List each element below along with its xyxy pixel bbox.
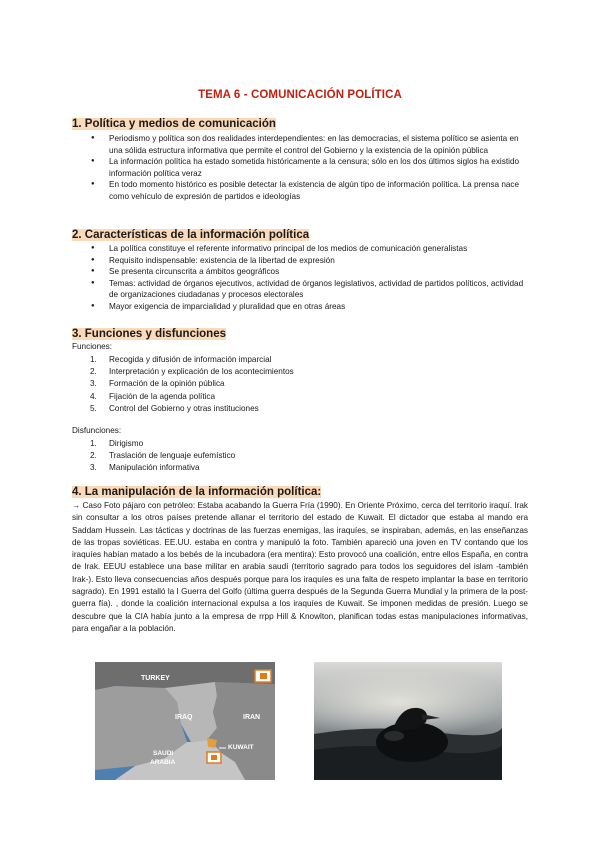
list-item: 3. Formación de la opinión pública [90, 379, 225, 389]
section-1-heading-text: 1. Política y medios de comunicación [72, 118, 276, 130]
list-item-text: Traslación de lenguaje eufemístico [109, 451, 236, 461]
section-3-heading [72, 328, 226, 340]
section-4-paragraph: → Caso Foto pájaro con petróleo: Estaba acabando la Guerra Fría (1990). En Oriente Próximo, cerca del territorio iraquí. Irak sin consultar a los otros países pretende allanar el territorio del estado de Kuwait. El dictador que estaba al mando era Saddam Hussein. Las tácticas y doctrinas de las fuerzas enemigas, las iraquíes, se inspiraban, además, en las enseñanzas de las tropas soviéticas. EE.UU. estaba en contra y manipuló la foto. También apareció una joven en TV contando que los iraquíes habían matado a los bebés de la incubadora (era mentira): Esto provocó una coalición, entre ellos España, en contra de Irak. EEUU establece una base militar en arabia saudí (territorio sagrado para todos los seguidores del islam -también Irak-). Esto lleva consecuencias años después porque para los iraquíes es una falta de respeto implantar la base en territorio sagrado). En 1991 estalló la I Guerra del Golfo (última guerra después de la Segunda Guerra Mundial y la primera de la post-guerra fía). , donde la coalición internacional expulsa a los iraquíes de Kuwait. Se imponen medidas de presión. Luego se descubre que la CIA había junto a la empresa de rrpp Hill & Knowlton, planifican todas estas manipulaciones informativas, para engañar a la población. [72, 501, 528, 633]
disfunciones-list [72, 438, 512, 475]
section-1-heading [72, 118, 276, 130]
bullet-item: ● Requisito indispensable: existencia de la libertad de expresión [72, 255, 530, 267]
list-item-text: Fijación de la agenda política [109, 391, 216, 401]
list-item-text: Recogida y difusión de información imparcial [109, 355, 272, 364]
map-label-kuwait: KUWAIT [228, 744, 254, 751]
list-item-text: Manipulación informativa [109, 463, 200, 473]
bullet-item: ● Temas: actividad de órganos ejecutivos, actividad de órganos legislativos, actividad de partidos políticos, actividad de organizaciones ciudadanas y procesos electorales [72, 278, 530, 301]
bullet-item: ● La información política ha estado sometida históricamente a la censura; sólo en los dos últimos siglos ha existido información política veraz [72, 156, 530, 179]
section-2-bullet-list [72, 243, 530, 313]
gulf-region-map [95, 662, 275, 780]
list-item: 5. Control del Gobierno y otras instituciones [90, 403, 259, 413]
bird-photo-graphic [314, 662, 502, 780]
section-2-heading-text: 2. Características de la información política [72, 229, 310, 241]
bullet-item: ● Mayor exigencia de imparcialidad y pluralidad que en otras áreas [72, 301, 530, 313]
map-label-iraq: IRAQ [175, 714, 193, 721]
section-4-heading [72, 486, 321, 498]
bullet-item: ● La política constituye el referente informativo principal de los medios de comunicación generalistas [72, 243, 530, 255]
list-item-text: Dirigismo [109, 439, 144, 448]
bullet-item: ● Periodismo y política son dos realidades interdependientes: en las democracias, el sistema político se asienta en una sólida estructura informativa que permite el control del Gobierno y la existencia de la opinión pública [72, 133, 530, 156]
list-item-text: Formación de la opinión pública [109, 379, 225, 389]
funciones-list [72, 354, 512, 415]
list-item: 2. Interpretación y explicación de los acontecimientos [90, 367, 294, 377]
section-4-heading-text: 4. La manipulación de la información política: [72, 486, 322, 498]
map-label-turkey: TURKEY [141, 675, 170, 682]
bullet-item: ● Se presenta circunscrita a ámbitos geográficos [72, 266, 530, 278]
list-item: 1. Dirigismo [90, 439, 144, 448]
disfunciones-label: Disfunciones: [72, 426, 122, 435]
funciones-label: Funciones: [72, 342, 113, 351]
map-graphic [95, 662, 275, 780]
document-title: TEMA 6 - COMUNICACIÓN POLÍTICA [198, 89, 402, 101]
section-3-heading-text: 3. Funciones y disfunciones [72, 328, 227, 340]
list-item: 2. Traslación de lenguaje eufemístico [90, 451, 236, 461]
map-label-arabia: ARABIA [150, 759, 176, 766]
oil-covered-bird-photo [314, 662, 502, 780]
section-1-bullet-list [72, 133, 530, 203]
bullet-item: ● En todo momento histórico es posible detectar la existencia de algún tipo de información política. La prensa nace como vehículo de expresión de partidos e ideologías [72, 179, 530, 202]
list-item-text: Interpretación y explicación de los acontecimientos [109, 367, 294, 377]
list-item: 1. Recogida y difusión de información imparcial [90, 355, 272, 364]
map-label-saudi: SAUDI [153, 750, 174, 757]
list-item-text: Control del Gobierno y otras instituciones [109, 403, 259, 413]
section-2-heading [72, 229, 309, 241]
map-label-iran: IRAN [243, 714, 261, 721]
list-item: 3. Manipulación informativa [90, 463, 200, 473]
list-item: 4. Fijación de la agenda política [90, 391, 216, 401]
